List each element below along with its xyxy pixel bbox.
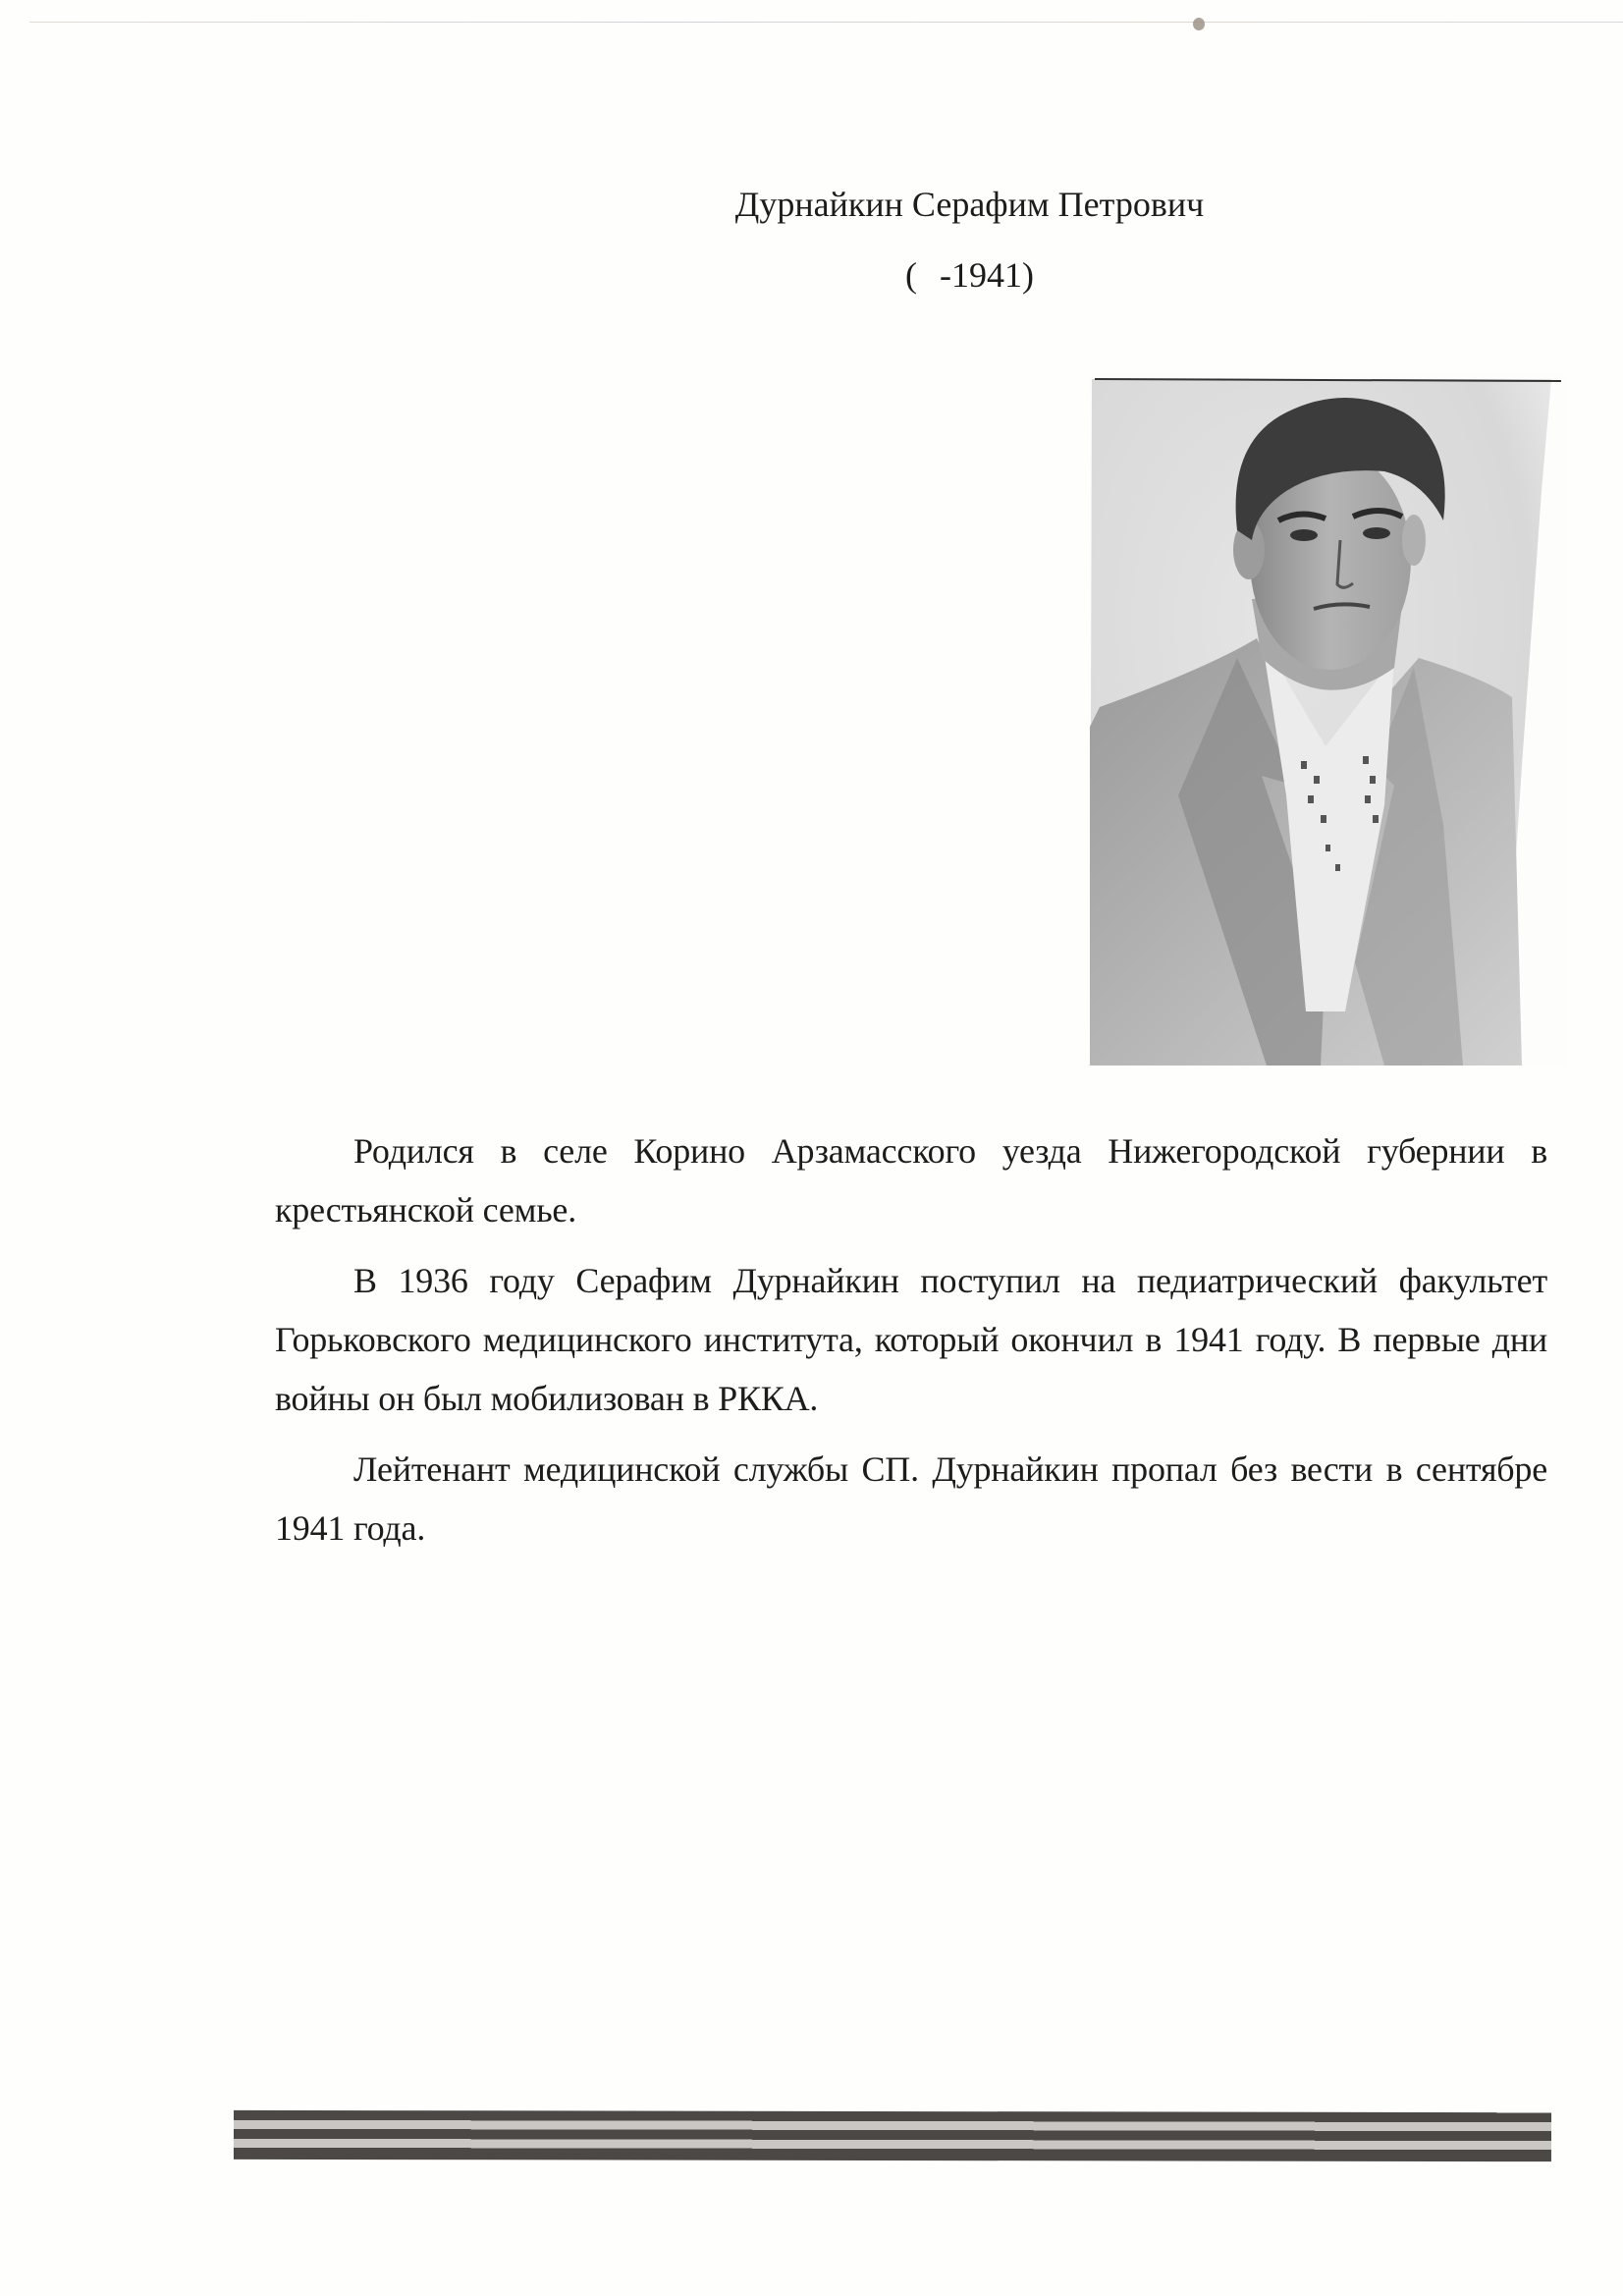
page-title (0, 183, 1623, 297)
paragraph-fate: Лейтенант медицинской службы СП. Дурнайкин пропал без вести в сентябре 1941 года. (275, 1449, 1547, 1548)
scan-speck (1193, 18, 1205, 30)
biography-text (275, 1121, 1547, 1569)
person-name: Дурнайкин Серафим Петрович (734, 185, 1205, 224)
paragraph-birth: Родился в селе Корино Арзамасского уезда Нижегородской губернии в крестьянской семье. (275, 1131, 1547, 1230)
scan-edge-line (29, 22, 1623, 23)
portrait-drawing (1090, 373, 1566, 1066)
st-george-ribbon-stripe (234, 2110, 1551, 2161)
life-dates: ( -1941) (905, 255, 1034, 295)
portrait-image (1090, 373, 1566, 1066)
paragraph-education: В 1936 году Серафим Дурнайкин поступил на педиатрический факультет Горьковского медицинского института, который окончил в 1941 году. В первые дни войны он был мобилизован в РККА. (275, 1261, 1547, 1418)
